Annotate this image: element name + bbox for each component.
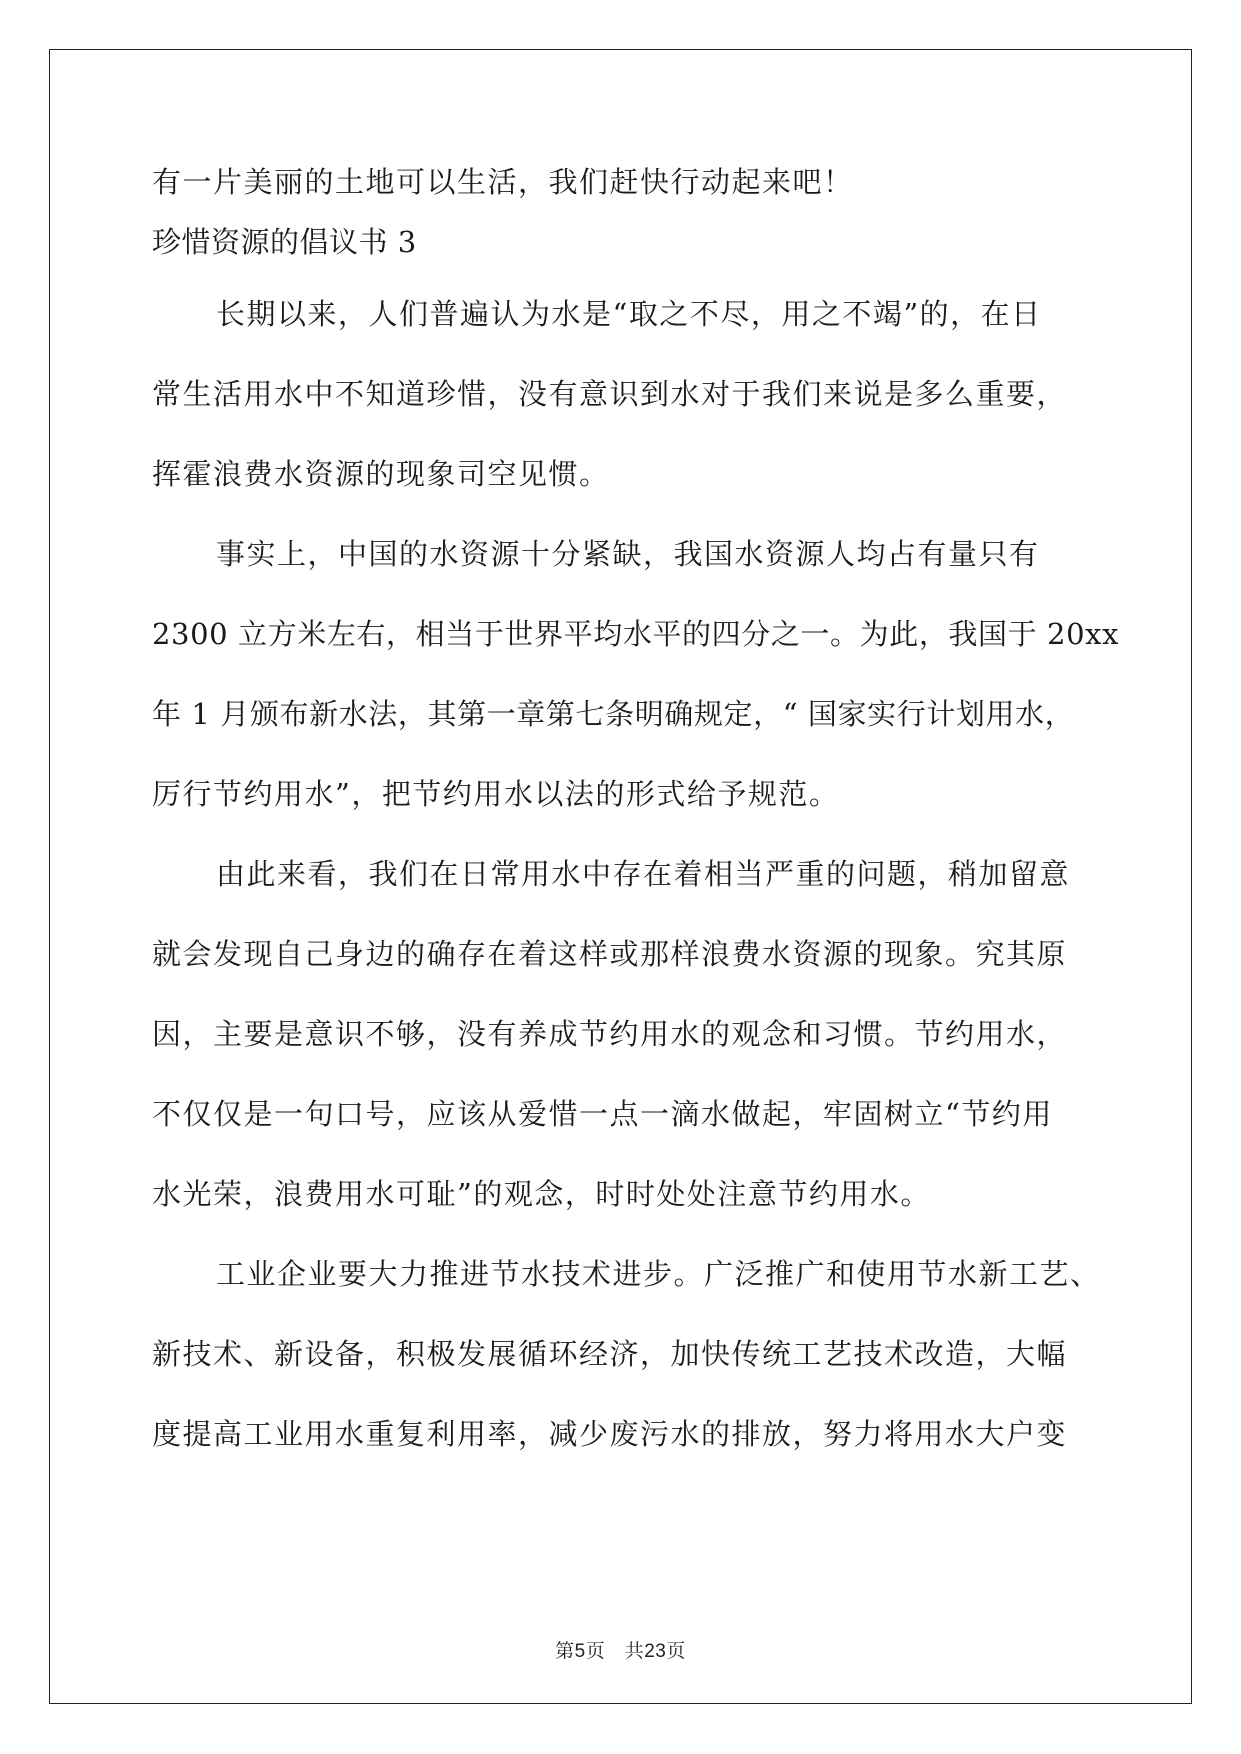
paragraph-line: 度提高工业用水重复利用率，减少废污水的排放，努力将用水大户变 <box>152 1417 1068 1451</box>
paragraph-line: 事实上，中国的水资源十分紧缺，我国水资源人均占有量只有 <box>216 537 1040 571</box>
page-current: 5 <box>574 1641 586 1662</box>
paragraph-line: 就会发现自己身边的确存在着这样或那样浪费水资源的现象。究其原 <box>152 937 1068 971</box>
paragraph-line: 新技术、新设备，积极发展循环经济，加快传统工艺技术改造，大幅 <box>152 1337 1068 1371</box>
paragraph-line: 厉行节约用水”，把节约用水以法的形式给予规范。 <box>152 777 840 811</box>
paragraph-line: 因，主要是意识不够，没有养成节约用水的观念和习惯。节约用水， <box>152 1017 1068 1051</box>
footer-suffix: 页 <box>666 1640 686 1662</box>
footer-mid: 页 共 <box>585 1640 645 1662</box>
page-total: 23 <box>644 1641 667 1662</box>
paragraph-line: 由此来看，我们在日常用水中存在着相当严重的问题，稍加留意 <box>216 857 1071 891</box>
paragraph-line: 常生活用水中不知道珍惜，没有意识到水对于我们来说是多么重要， <box>152 377 1068 411</box>
paragraph-4 <box>152 1254 1101 1494</box>
paragraph-line: 不仅仅是一句口号，应该从爱惜一点一滴水做起，牢固树立“节约用 <box>152 1097 1053 1131</box>
carryover-line: 有一片美丽的土地可以生活，我们赶快行动起来吧！ <box>152 165 854 199</box>
paragraph-line: 长期以来，人们普遍认为水是“取之不尽，用之不竭”的，在日 <box>216 297 1042 331</box>
footer-prefix: 第 <box>555 1640 575 1662</box>
paragraph-1 <box>152 294 1090 534</box>
paragraph-line: 工业企业要大力推进节水技术进步。广泛推广和使用节水新工艺、 <box>216 1257 1101 1291</box>
paragraph-line: 2300 立方米左右，相当于世界平均水平的四分之一。为此，我国于 20xx <box>152 617 1120 651</box>
page-footer <box>0 1636 1241 1663</box>
paragraph-2 <box>152 534 1120 854</box>
paragraph-line: 水光荣，浪费用水可耻”的观念，时时处处注意节约用水。 <box>152 1177 931 1211</box>
paragraph-3 <box>152 854 1090 1254</box>
section-heading: 珍惜资源的倡议书 3 <box>152 225 417 259</box>
paragraph-line: 挥霍浪费水资源的现象司空见惯。 <box>152 457 610 491</box>
paragraph-line: 年 1 月颁布新水法，其第一章第七条明确规定，“ 国家实行计划用水， <box>152 697 1075 731</box>
